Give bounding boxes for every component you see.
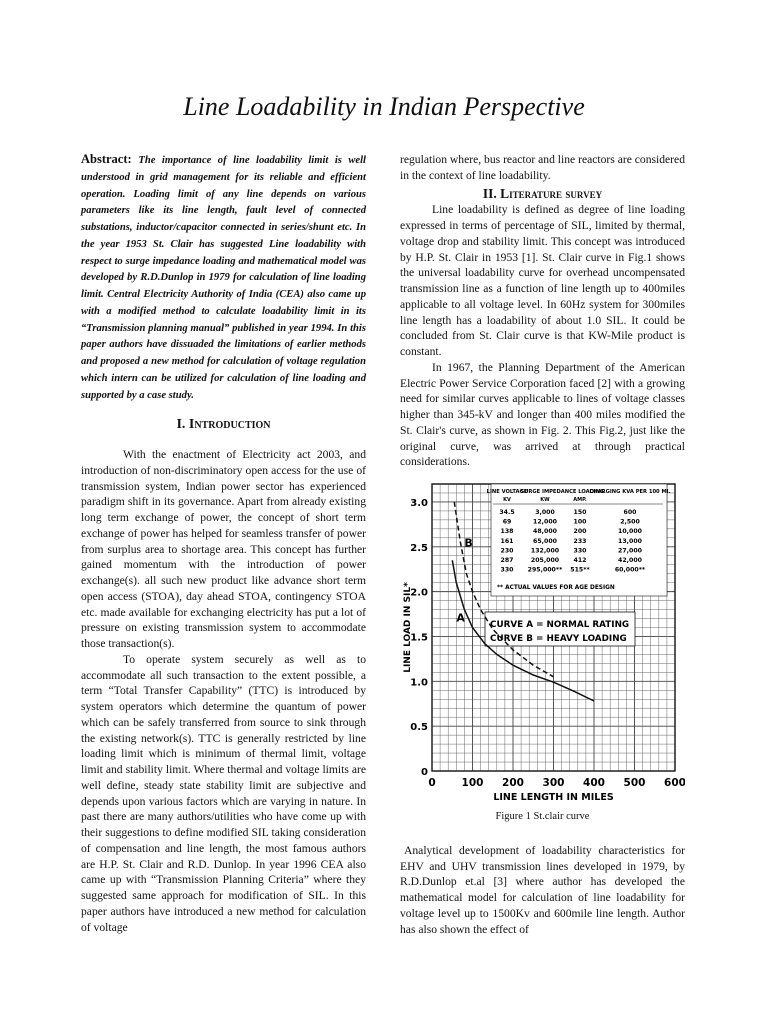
table-cell: 161 (500, 537, 514, 545)
table-cell: 100 (573, 518, 587, 526)
table-cell: 200 (573, 528, 587, 536)
table-cell: 287 (500, 557, 514, 564)
paragraph: Line loadability is defined as degree of line loading expressed in terms of percentage of SIL, limited by thermal, voltage drop and stability limit. This concept was introduced by H.P. St. Clair in 1953 [1]. St. Clair curve in Fig.1 shows the universal loadability curve for overhead uncompensated transmission line as a function of line length up to 400miles applicable to all voltage level. In 60Hz system for 300miles line length has a loadability of about 1.0 SIL. It could be concluded from St. Clair curve is that KW-Mile product is constant. (400, 203, 685, 358)
table-header: SURGE IMPEDANCE LOADING (520, 489, 605, 495)
x-tick-label: 600 (664, 777, 685, 789)
y-tick-label: 2.0 (410, 587, 428, 599)
table-cell: 205,000 (530, 557, 560, 564)
y-tick-label: 1.0 (410, 677, 428, 689)
x-tick-label: 200 (502, 777, 524, 789)
st-clair-chart (400, 476, 685, 801)
table-cell: 233 (573, 537, 587, 545)
abstract (81, 152, 366, 403)
section-heading-literature-survey: II. Literature survey (482, 185, 603, 201)
x-tick-label: 100 (461, 777, 484, 789)
paragraph: To operate system securely as well as to accommodate all such transaction to the extent possible, a term “Total Transfer Capability” (TTC) is introduced by system operators which determine the quantum of power which can be safely transferred from source to sink through the existing network(s). TTC is generally restricted by line loading limit which is minimum of thermal limit, voltage limit and stability limit. Where thermal and voltage limits are well define, steady state stability limit are subjective and depends upon various factors which are varying in nature. In past there are many authors/utilities who have come up with their suggestions to define modified SIL taking consideration of compensation and line length, the most famous authors are H.P. St. Clair and R.D. Dunlop. In year 1996 CEA also came up with “Transmission Planning Criteria” where they suggested same approach for modification of SIL. In this paper authors have introduced a new method for calculation of voltage (81, 652, 366, 934)
sil-table (487, 484, 671, 596)
table-cell: 60,000** (614, 566, 646, 574)
legend-curve-b: CURVE B = HEAVY LOADING (490, 634, 627, 644)
x-axis-label: LINE LENGTH IN MILES (493, 792, 614, 801)
y-axis-label: LINE LOAD IN SIL* (403, 582, 413, 673)
table-cell: 10,000 (618, 528, 642, 536)
table-cell: 69 (502, 518, 512, 526)
y-tick-label: 0.5 (410, 722, 428, 734)
figure-st-clair-curve (400, 476, 685, 801)
table-cell: 3,000 (535, 509, 555, 516)
y-tick-label: 1.5 (410, 632, 428, 644)
table-cell: 138 (500, 528, 514, 536)
curve-b-label: B (464, 536, 473, 550)
table-cell: 42,000 (618, 557, 642, 564)
table-cell: 65,000 (533, 537, 557, 545)
x-tick-label: 400 (583, 777, 605, 789)
curve-a-label: A (456, 611, 465, 625)
y-tick-label: 3.0 (410, 497, 428, 509)
paragraph: Analytical development of loadability characteristics for EHV and UHV transmission lines developed in 1979, by R.D.Dunlop et.al [3] where author has developed the mathematical model for calculation of line loadability for voltage level up to 1500Kv and 600mile line length. Author has also shown the effect of (400, 843, 685, 936)
table-cell: 412 (573, 557, 587, 564)
table-cell: 48,000 (533, 528, 557, 536)
table-cell: 600 (623, 509, 637, 516)
table-footnote: ** ACTUAL VALUES FOR AGE DESIGN (497, 585, 615, 591)
table-cell: 150 (573, 509, 587, 516)
table-cell: 230 (500, 547, 514, 555)
table-subheader: KW (540, 497, 550, 503)
table-cell: 295,000** (527, 566, 563, 574)
table-cell: 515** (570, 566, 590, 574)
chart-legend (485, 612, 635, 646)
x-tick-label: 0 (428, 777, 436, 789)
section-heading-introduction: I. Introduction (176, 417, 271, 433)
left-column (81, 152, 366, 935)
table-subheader: AMP. (573, 497, 587, 503)
right-column (400, 152, 685, 937)
x-tick-label: 500 (623, 777, 646, 789)
table-header: LINE VOLTAGE (486, 489, 528, 495)
table-cell: 34.5 (499, 509, 515, 516)
paragraph: In 1967, the Planning Department of the American Electric Power Service Corporation faced [2] with a growing need for similar curves applicable to lines of voltage classes higher than 345-kV and longer than 400 miles modified the St. Clair's curve, as shown in Fig. 2. This Fig.2, just like the original curve, was arrived at through practical considerations. (400, 360, 685, 469)
x-tick-label: 300 (542, 777, 565, 789)
legend-curve-a: CURVE A = NORMAL RATING (490, 620, 630, 630)
table-cell: 27,000 (618, 547, 642, 555)
table-header: CHARGING KVA PER 100 MI. (589, 489, 671, 495)
y-tick-label: 2.5 (410, 542, 428, 554)
paper-title: Line Loadability in Indian Perspective (183, 92, 585, 121)
table-cell: 13,000 (618, 537, 642, 545)
figure-caption: Figure 1 St.clair curve (495, 811, 590, 822)
paragraph: regulation where, bus reactor and line reactors are considered in the context of line loadability. (400, 153, 685, 182)
abstract-label: Abstract: (81, 152, 132, 166)
paragraph: With the enactment of Electricity act 2003, and introduction of non-discriminatory open access for the use of transmission system, Indian power sector has experienced paradigm shift in its governance. Apart from already existing long term exchange of power, the concept of short term exchange of power has helped for seamless transfer of power from surplus area to shortage area. This concept has further gained momentum with the introduction of power exchange(s). all such new product like advance short term open access (STOA), day ahead STOA, contingency STOA etc. made available for exchanging electricity has put a lot of pressure on existing transmission system to accommodate those transaction(s). (81, 448, 366, 650)
table-subheader: KV (503, 497, 511, 503)
table-cell: 330 (500, 566, 514, 574)
table-cell: 132,000 (530, 547, 560, 555)
y-tick-label: 0 (421, 767, 428, 778)
table-cell: 330 (573, 547, 587, 555)
abstract-text: The importance of line loadability limit is well understood in grid management for its reliable and efficient operation. Loading limit of any line depends on various parameters like its line length, fault level of connected substations, inductor/capacitor connected in series/shunt etc. In the year 1953 St. Clair has suggested Line loadability with respect to surge impedance loading and mathematical model was developed by R.D.Dunlop in 1979 for calculation of line loading limit. Central Electricity Authority of India (CEA) also came up with a modified method to calculate loadability limit in its “Transmission planning manual” published in year 1994. In this paper authors have dissuaded the limitations of earlier methods and proposed a new method for calculation of voltage regulation which intern can be utilized for calculation of line loading and supported by a case study. (81, 155, 366, 401)
table-cell: 12,000 (533, 518, 557, 526)
table-cell: 2,500 (620, 518, 640, 526)
